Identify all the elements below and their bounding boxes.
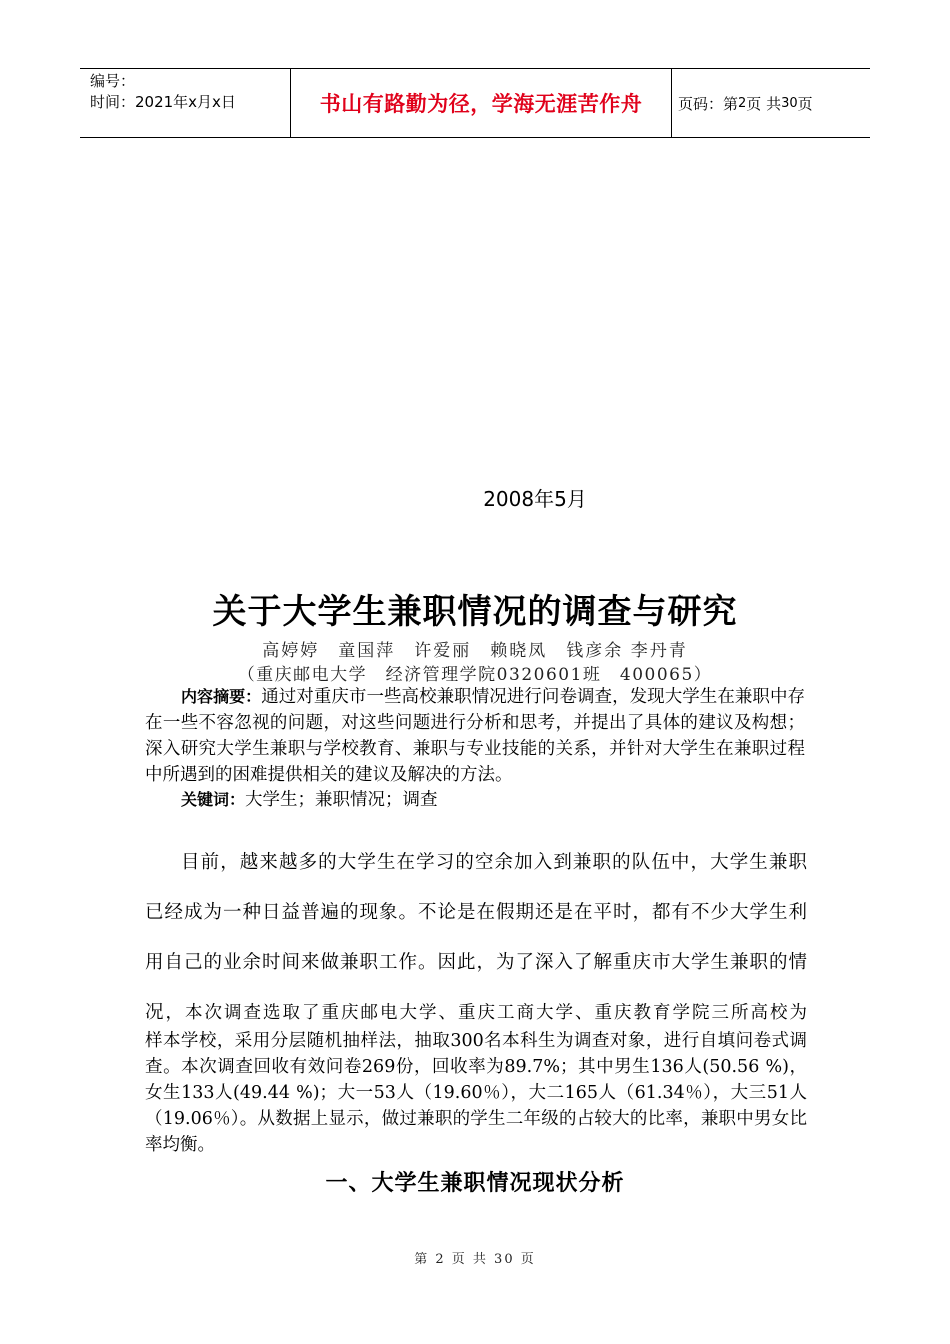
author-list: 高婷婷 童国萍 许爱丽 赖晓凤 钱彦余 李丹青 [262, 641, 688, 661]
abstract-label: 内容摘要： [181, 687, 262, 706]
body-line: 用自己的业余时间来做兼职工作。因此，为了深入了解重庆市大学生兼职的情 [145, 952, 807, 973]
body-line: 目前，越来越多的大学生在学习的空余加入到兼职的队伍中，大学生兼职 [181, 852, 807, 873]
page-footer: 第 2 页 共 30 页 [414, 1252, 536, 1267]
body-line-rest: ，本次调查选取了重庆邮电大学、重庆工商大学、重庆教育学院三所高校为 [165, 1003, 807, 1023]
document-title: 关于大学生兼职情况的调查与研究 [212, 592, 738, 632]
page-label: 页码：第 [678, 94, 739, 113]
document-date: 2008年5月 [483, 487, 587, 511]
body-line: 已经成为一种日益普遍的现象。不论是在假期还是在平时，都有不少大学生利 [145, 902, 807, 923]
keywords-line [181, 786, 438, 811]
header-meta [80, 69, 291, 137]
page-total: 30 [781, 95, 798, 111]
body-paragraph: 样本学校，采用分层随机抽样法，抽取300名本科生为调查对象，进行自填问卷式调查。本次调查回收有效问卷269份，回收率为89.7%；其中男生136人(50.56 %)，女生133人(49.44 %)；大一53人（19.60％），大二165人（61.34％），大三51人（19.06％）。从数据上显示，做过兼职的学生二年级的占较大的比率，兼职中男女比率均衡。 [145, 1031, 807, 1155]
abstract-paragraph [145, 684, 805, 788]
header-page-info [672, 69, 870, 137]
section-heading: 一、大学生兼职情况现状分析 [325, 1171, 625, 1196]
keywords-text: 大学生；兼职情况；调查 [245, 790, 438, 810]
page-end: 页 [797, 94, 813, 113]
page-mid: 页 共 [746, 94, 782, 113]
body-intro [145, 838, 807, 1038]
body-line-start: 况 [145, 1002, 166, 1023]
header-motto: 书山有路勤为径，学海无涯苦作舟 [291, 69, 672, 137]
number-label: 编号： [90, 72, 136, 90]
affiliation: （重庆邮电大学 经济管理学院0320601班 400065） [237, 665, 713, 685]
page-header [80, 68, 870, 138]
time-label: 时间：2021年x月x日 [90, 93, 236, 111]
keywords-label: 关键词： [181, 790, 246, 809]
abstract-text: 通过对重庆市一些高校兼职情况进行问卷调查，发现大学生在兼职中存在一些不容忽视的问题，对这些问题进行分析和思考，并提出了具体的建议及构想；深入研究大学生兼职与学校教育、兼职与专业技能的关系，并针对大学生在兼职过程中所遇到的困难提供相关的建议及解决的方法。 [145, 687, 805, 785]
page-number: 2 [738, 95, 747, 111]
